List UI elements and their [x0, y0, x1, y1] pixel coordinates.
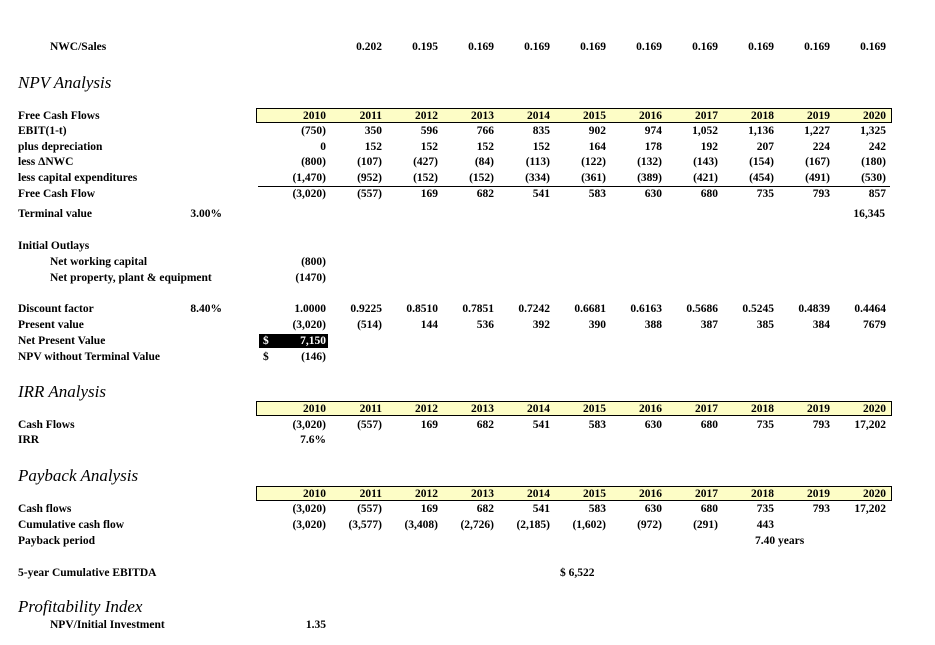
- cumulative-cash-flow-cell: (3,577): [348, 519, 382, 531]
- payback-cash-flow-cell: 169: [420, 503, 438, 515]
- payback-period-label: Payback period: [18, 535, 95, 547]
- irr-value: 7.6%: [300, 434, 326, 446]
- irr-cash-flow-cell: 793: [812, 419, 830, 431]
- npv-row-label: plus depreciation: [18, 141, 103, 153]
- irr-cash-flow-cell: 630: [644, 419, 662, 431]
- npv-row-label: Free Cash Flows: [18, 110, 100, 122]
- nwc-sales-cell: 0.202: [356, 41, 382, 53]
- npv-cell: 0: [320, 141, 326, 153]
- year-header-cell: 2011: [359, 110, 382, 122]
- year-header-cell: 2018: [751, 110, 774, 122]
- npv-cell: (454): [749, 172, 774, 184]
- npv-cell: (107): [357, 156, 382, 168]
- irr-cash-flow-cell: 17,202: [854, 419, 886, 431]
- nwc-sales-label: NWC/Sales: [50, 41, 107, 53]
- outlay-ppe-value: (1470): [295, 272, 326, 284]
- payback-cash-flow-cell: 630: [644, 503, 662, 515]
- cumulative-cash-flow-label: Cumulative cash flow: [18, 519, 125, 531]
- year-header-cell: 2014: [527, 110, 550, 122]
- present-value-cell: 536: [476, 319, 494, 331]
- irr-heading: IRR Analysis: [18, 382, 106, 401]
- npv-cell: 169: [420, 188, 438, 200]
- year-header-cell: 2016: [639, 488, 662, 500]
- npv-cell: (1,470): [292, 172, 326, 184]
- year-header-cell: 2016: [639, 110, 662, 122]
- npv-cell: (800): [301, 156, 326, 168]
- discount-factor-cell: 0.6681: [574, 303, 606, 315]
- discount-factor-cell: 0.5686: [686, 303, 718, 315]
- npv-cell: 1,052: [692, 125, 718, 137]
- cumulative-cash-flow-cell: (1,602): [572, 519, 606, 531]
- npv-cell: 224: [812, 141, 830, 153]
- year-header-cell: 2014: [527, 403, 550, 415]
- year-header-cell: 2015: [583, 403, 606, 415]
- payback-heading: Payback Analysis: [18, 466, 139, 485]
- year-header-cell: 2020: [863, 488, 886, 500]
- year-header-cell: 2012: [415, 403, 438, 415]
- nwc-sales-cell: 0.169: [804, 41, 830, 53]
- present-value-cell: 7679: [863, 319, 886, 331]
- year-header-cell: 2014: [527, 488, 550, 500]
- npv-cell: 350: [364, 125, 382, 137]
- npv-cell: (557): [357, 188, 382, 200]
- npv-label: Net Present Value: [18, 335, 106, 347]
- npv-cell: (750): [301, 125, 326, 137]
- payback-cash-flow-cell: 583: [588, 503, 606, 515]
- nwc-sales-cell: 0.169: [636, 41, 662, 53]
- discount-factor-cell: 0.8510: [406, 303, 438, 315]
- nwc-sales-cell: 0.169: [860, 41, 886, 53]
- present-value-cell: (514): [357, 319, 382, 331]
- npv-cell: 583: [588, 188, 606, 200]
- payback-cash-flow-cell: 17,202: [854, 503, 886, 515]
- discount-factor-label: Discount factor: [18, 303, 94, 315]
- irr-cash-flow-cell: (557): [357, 419, 382, 431]
- nwc-sales-cell: 0.195: [412, 41, 438, 53]
- npv-cell: 596: [420, 125, 438, 137]
- present-value-cell: 387: [700, 319, 718, 331]
- npv-cell: (334): [525, 172, 550, 184]
- year-header-cell: 2013: [471, 403, 494, 415]
- npv-value: 7,150: [300, 335, 326, 347]
- npv-subtotal-line: [258, 186, 890, 187]
- initial-outlays-label: Initial Outlays: [18, 240, 90, 252]
- outlay-nwc-label: Net working capital: [50, 256, 148, 268]
- npv-cell: 178: [644, 141, 662, 153]
- payback-cash-flow-cell: 682: [476, 503, 494, 515]
- irr-cash-flow-cell: 680: [700, 419, 718, 431]
- npv-cell: 680: [700, 188, 718, 200]
- irr-label: IRR: [18, 434, 40, 446]
- npv-cell: (180): [861, 156, 886, 168]
- year-header-cell: 2015: [583, 110, 606, 122]
- year-header-cell: 2017: [695, 110, 718, 122]
- npv-row-label: less ΔNWC: [18, 156, 74, 168]
- ebitda-label: 5-year Cumulative EBITDA: [18, 567, 157, 579]
- npv-cell: (530): [861, 172, 886, 184]
- terminal-growth-rate: 3.00%: [190, 208, 222, 220]
- discount-factor-cell: 0.5245: [742, 303, 774, 315]
- npv-currency: $: [263, 335, 269, 347]
- terminal-value: 16,345: [853, 208, 885, 220]
- npv-cell: (84): [474, 156, 494, 168]
- irr-cash-flow-cell: 169: [420, 419, 438, 431]
- discount-factor-cell: 0.4839: [798, 303, 830, 315]
- npv-cell: (361): [581, 172, 606, 184]
- nwc-sales-cell: 0.169: [748, 41, 774, 53]
- present-value-label: Present value: [18, 319, 84, 331]
- payback-cash-flow-cell: (3,020): [292, 503, 326, 515]
- npv-cell: 1,136: [748, 125, 774, 137]
- cumulative-cash-flow-cell: (3,020): [292, 519, 326, 531]
- year-header-cell: 2016: [639, 403, 662, 415]
- year-header-cell: 2013: [471, 110, 494, 122]
- year-header-cell: 2010: [303, 403, 326, 415]
- year-header-cell: 2018: [751, 488, 774, 500]
- discount-factor-cell: 0.7242: [518, 303, 550, 315]
- npv-cell: (167): [805, 156, 830, 168]
- npv-no-tv-label: NPV without Terminal Value: [18, 351, 160, 363]
- discount-factor-cell: 0.6163: [630, 303, 662, 315]
- payback-cash-flow-cell: 735: [756, 503, 774, 515]
- discount-factor-cell: 0.4464: [854, 303, 886, 315]
- npv-cell: 1,227: [804, 125, 830, 137]
- nwc-sales-cell: 0.169: [524, 41, 550, 53]
- npv-cell: 682: [476, 188, 494, 200]
- npv-cell: 835: [532, 125, 550, 137]
- npv-cell: 1,325: [860, 125, 886, 137]
- npv-cell: (152): [469, 172, 494, 184]
- npv-no-tv-currency: $: [263, 351, 269, 363]
- irr-cash-flow-cell: (3,020): [292, 419, 326, 431]
- year-header-cell: 2019: [807, 488, 830, 500]
- year-header-cell: 2020: [863, 403, 886, 415]
- npv-cell: (427): [413, 156, 438, 168]
- cumulative-cash-flow-cell: (972): [637, 519, 662, 531]
- npv-cell: (122): [581, 156, 606, 168]
- discount-rate: 8.40%: [190, 303, 222, 315]
- npv-cell: 857: [868, 188, 886, 200]
- year-header-cell: 2012: [415, 488, 438, 500]
- irr-cash-flow-cell: 735: [756, 419, 774, 431]
- npv-cell: (491): [805, 172, 830, 184]
- discount-factor-cell: 0.9225: [350, 303, 382, 315]
- npv-cell: 630: [644, 188, 662, 200]
- npv-cell: (113): [525, 156, 550, 168]
- cumulative-cash-flow-cell: (3,408): [404, 519, 438, 531]
- payback-period-value: 7.40 years: [755, 535, 805, 547]
- year-header-cell: 2013: [471, 488, 494, 500]
- pi-value: 1.35: [305, 619, 326, 631]
- cumulative-cash-flow-cell: (2,185): [516, 519, 550, 531]
- outlay-nwc-value: (800): [301, 256, 326, 268]
- npv-cell: 152: [532, 141, 550, 153]
- discount-factor-cell: 0.7851: [462, 303, 494, 315]
- cumulative-cash-flow-cell: 443: [756, 519, 774, 531]
- year-header-cell: 2010: [303, 110, 326, 122]
- year-header-cell: 2015: [583, 488, 606, 500]
- payback-cash-flow-cell: 793: [812, 503, 830, 515]
- npv-cell: (132): [637, 156, 662, 168]
- npv-cell: 242: [868, 141, 886, 153]
- npv-cell: (143): [693, 156, 718, 168]
- npv-cell: 207: [756, 141, 774, 153]
- year-header-cell: 2017: [695, 488, 718, 500]
- profitability-index-heading: Profitability Index: [18, 597, 143, 616]
- nwc-sales-cell: 0.169: [580, 41, 606, 53]
- nwc-sales-cell: 0.169: [468, 41, 494, 53]
- present-value-cell: 388: [644, 319, 662, 331]
- year-header-cell: 2010: [303, 488, 326, 500]
- npv-cell: 766: [476, 125, 494, 137]
- year-header-cell: 2019: [807, 110, 830, 122]
- payback-cash-flows-label: Cash flows: [18, 503, 72, 515]
- nwc-sales-cell: 0.169: [692, 41, 718, 53]
- npv-row-label: less capital expenditures: [18, 172, 138, 184]
- irr-cash-flow-cell: 541: [532, 419, 550, 431]
- npv-cell: (152): [413, 172, 438, 184]
- year-header-cell: 2012: [415, 110, 438, 122]
- npv-row-label: EBIT(1-t): [18, 125, 67, 137]
- npv-cell: 735: [756, 188, 774, 200]
- payback-cash-flow-cell: 541: [532, 503, 550, 515]
- npv-no-tv-value: (146): [301, 351, 326, 363]
- npv-cell: (3,020): [292, 188, 326, 200]
- npv-cell: 974: [644, 125, 662, 137]
- irr-cash-flows-label: Cash Flows: [18, 419, 75, 431]
- pi-label: NPV/Initial Investment: [50, 619, 165, 631]
- year-header-cell: 2018: [751, 403, 774, 415]
- npv-heading: NPV Analysis: [18, 73, 112, 92]
- npv-cell: 541: [532, 188, 550, 200]
- year-header-cell: 2017: [695, 403, 718, 415]
- payback-cash-flow-cell: 680: [700, 503, 718, 515]
- present-value-cell: 144: [420, 319, 438, 331]
- npv-cell: 164: [588, 141, 606, 153]
- year-header-cell: 2011: [359, 488, 382, 500]
- npv-cell: (154): [749, 156, 774, 168]
- year-header-cell: 2020: [863, 110, 886, 122]
- cumulative-cash-flow-cell: (2,726): [460, 519, 494, 531]
- npv-cell: (952): [357, 172, 382, 184]
- outlay-ppe-label: Net property, plant & equipment: [50, 272, 212, 284]
- npv-cell: 152: [364, 141, 382, 153]
- cumulative-cash-flow-cell: (291): [693, 519, 718, 531]
- npv-cell: (421): [693, 172, 718, 184]
- npv-row-label: Free Cash Flow: [18, 188, 96, 200]
- year-header-cell: 2011: [359, 403, 382, 415]
- present-value-cell: 390: [588, 319, 606, 331]
- payback-cash-flow-cell: (557): [357, 503, 382, 515]
- irr-cash-flow-cell: 583: [588, 419, 606, 431]
- npv-cell: (389): [637, 172, 662, 184]
- present-value-cell: 384: [812, 319, 830, 331]
- npv-cell: 902: [588, 125, 606, 137]
- terminal-value-label: Terminal value: [18, 208, 93, 220]
- present-value-cell: 385: [756, 319, 774, 331]
- year-header-cell: 2019: [807, 403, 830, 415]
- present-value-cell: (3,020): [292, 319, 326, 331]
- present-value-cell: 392: [532, 319, 550, 331]
- irr-cash-flow-cell: 682: [476, 419, 494, 431]
- npv-cell: 793: [812, 188, 830, 200]
- ebitda-value: $ 6,522: [560, 567, 595, 579]
- npv-cell: 192: [700, 141, 718, 153]
- npv-cell: 152: [420, 141, 438, 153]
- npv-cell: 152: [476, 141, 494, 153]
- discount-factor-cell: 1.0000: [294, 303, 326, 315]
